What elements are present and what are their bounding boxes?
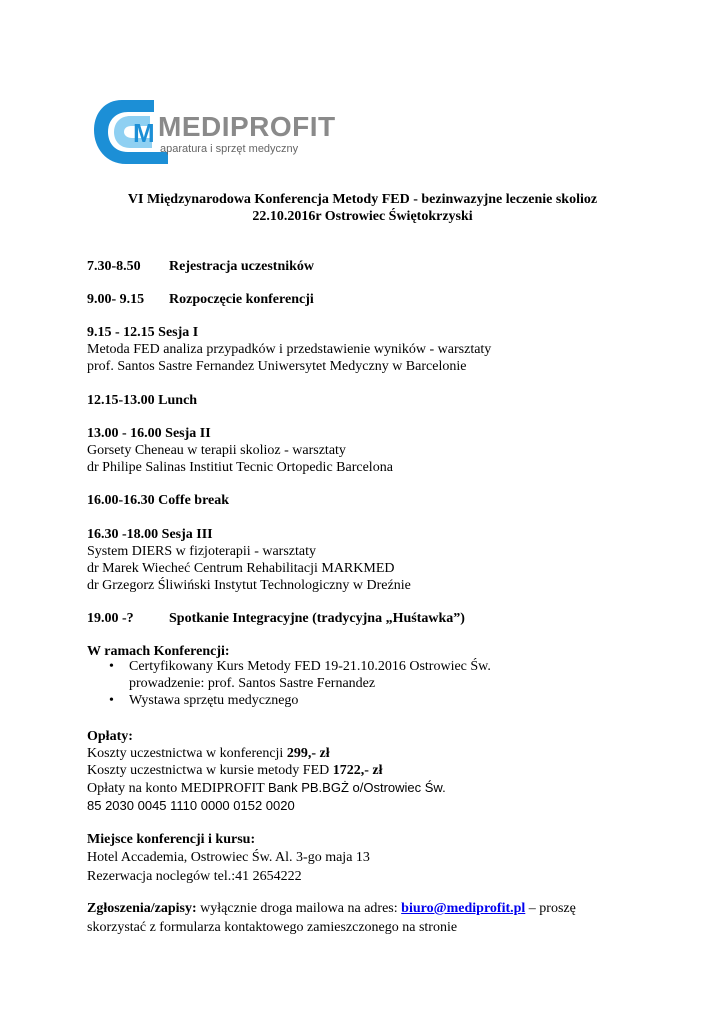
logo-brand-text: MEDIPROFIT (158, 111, 336, 142)
registration-text-before: wyłącznie droga mailowa na adres: (196, 901, 402, 916)
schedule-opening (87, 291, 314, 308)
registration-label: Rejestracja uczestników (169, 259, 315, 274)
session2-topic: Gorsety Cheneau w terapii skolioz - warsztaty (87, 443, 346, 458)
fee-conference-label: Koszty uczestnictwa w konferencji (87, 746, 287, 761)
registration-line2: skorzystać z formularza kontaktowego zamieszczonego na stronie (87, 920, 458, 935)
registration-time: 7.30-8.50 (87, 259, 141, 274)
registration-line1 (87, 900, 576, 917)
session1-speaker: prof. Santos Sastre Fernandez Uniwersytet Medyczny w Barcelonie (87, 359, 467, 374)
document-title-line2: 22.10.2016r Ostrowiec Świętokrzyski (252, 209, 473, 224)
session2-speaker: dr Philipe Salinas Institiut Tecnic Ortopedic Barcelona (87, 460, 393, 475)
course-item-line2: prowadzenie: prof. Santos Sastre Fernandez (129, 676, 376, 691)
bullet-icon: • (109, 659, 114, 674)
list-item (87, 658, 491, 675)
fee-course-label: Koszty uczestnictwa w kursie metody FED (87, 763, 333, 778)
within-heading: W ramach Konferencji: (87, 644, 230, 659)
fee-account (87, 779, 446, 797)
coffee-break: 16.00-16.30 Coffe break (87, 493, 230, 508)
fee-conference-amount: 299,- zł (286, 746, 330, 761)
session3-heading: 16.30 -18.00 Sesja III (87, 527, 213, 542)
fee-account-bank: Bank PB.BGŻ o/Ostrowiec Św. (267, 780, 446, 795)
fees-heading: Opłaty: (87, 729, 133, 744)
svg-text:M: M (133, 118, 155, 148)
venue-booking: Rezerwacja noclegów tel.:41 2654222 (87, 869, 302, 884)
list-item (87, 675, 491, 692)
schedule-registration (87, 258, 314, 275)
registration-text-after: – proszę (525, 901, 576, 916)
fee-conference (87, 745, 330, 762)
venue-address: Hotel Accademia, Ostrowiec Św. Al. 3-go maja 13 (87, 850, 370, 865)
email-link[interactable]: biuro@mediprofit.pl (401, 901, 526, 916)
mediprofit-logo (92, 90, 336, 172)
evening-time: 19.00 -? (87, 611, 134, 626)
document-title-line1: VI Międzynarodowa Konferencja Metody FED - bezinwazyjne leczenie skolioz (127, 192, 598, 207)
session2-heading: 13.00 - 16.00 Sesja II (87, 426, 211, 441)
session3-speaker-1: dr Marek Wiecheć Centrum Rehabilitacji MARKMED (87, 561, 395, 576)
registration-heading: Zgłoszenia/zapisy: (87, 901, 197, 916)
schedule-evening (87, 610, 465, 627)
opening-time: 9.00- 9.15 (87, 292, 145, 307)
session3-speaker-2: dr Grzegorz Śliwiński Instytut Technologiczny w Dreźnie (87, 578, 411, 593)
lunch-break: 12.15-13.00 Lunch (87, 393, 198, 408)
evening-label: Spotkanie Integracyjne (tradycyjna „Huśtawka”) (169, 611, 465, 626)
course-item-line1: Certyfikowany Kurs Metody FED 19-21.10.2016 Ostrowiec Św. (129, 659, 491, 674)
venue-heading: Miejsce konferencji i kursu: (87, 832, 256, 847)
fee-course (87, 762, 383, 779)
opening-label: Rozpoczęcie konferencji (169, 292, 314, 307)
session1-heading: 9.15 - 12.15 Sesja I (87, 325, 199, 340)
bullet-icon: • (109, 693, 114, 708)
session1-topic: Metoda FED analiza przypadków i przedstawienie wyników - warsztaty (87, 342, 492, 357)
exhibition-item: Wystawa sprzętu medycznego (129, 693, 299, 708)
logo-tagline: aparatura i sprzęt medyczny (160, 143, 299, 155)
fee-account-number: 85 2030 0045 1110 0000 0152 0020 (87, 798, 295, 813)
fee-account-label: Opłaty na konto MEDIPROFIT (87, 781, 268, 796)
session3-topic: System DIERS w fizjoterapii - warsztaty (87, 544, 317, 559)
fee-course-amount: 1722,- zł (332, 763, 383, 778)
within-list (87, 658, 491, 709)
list-item (87, 692, 491, 709)
